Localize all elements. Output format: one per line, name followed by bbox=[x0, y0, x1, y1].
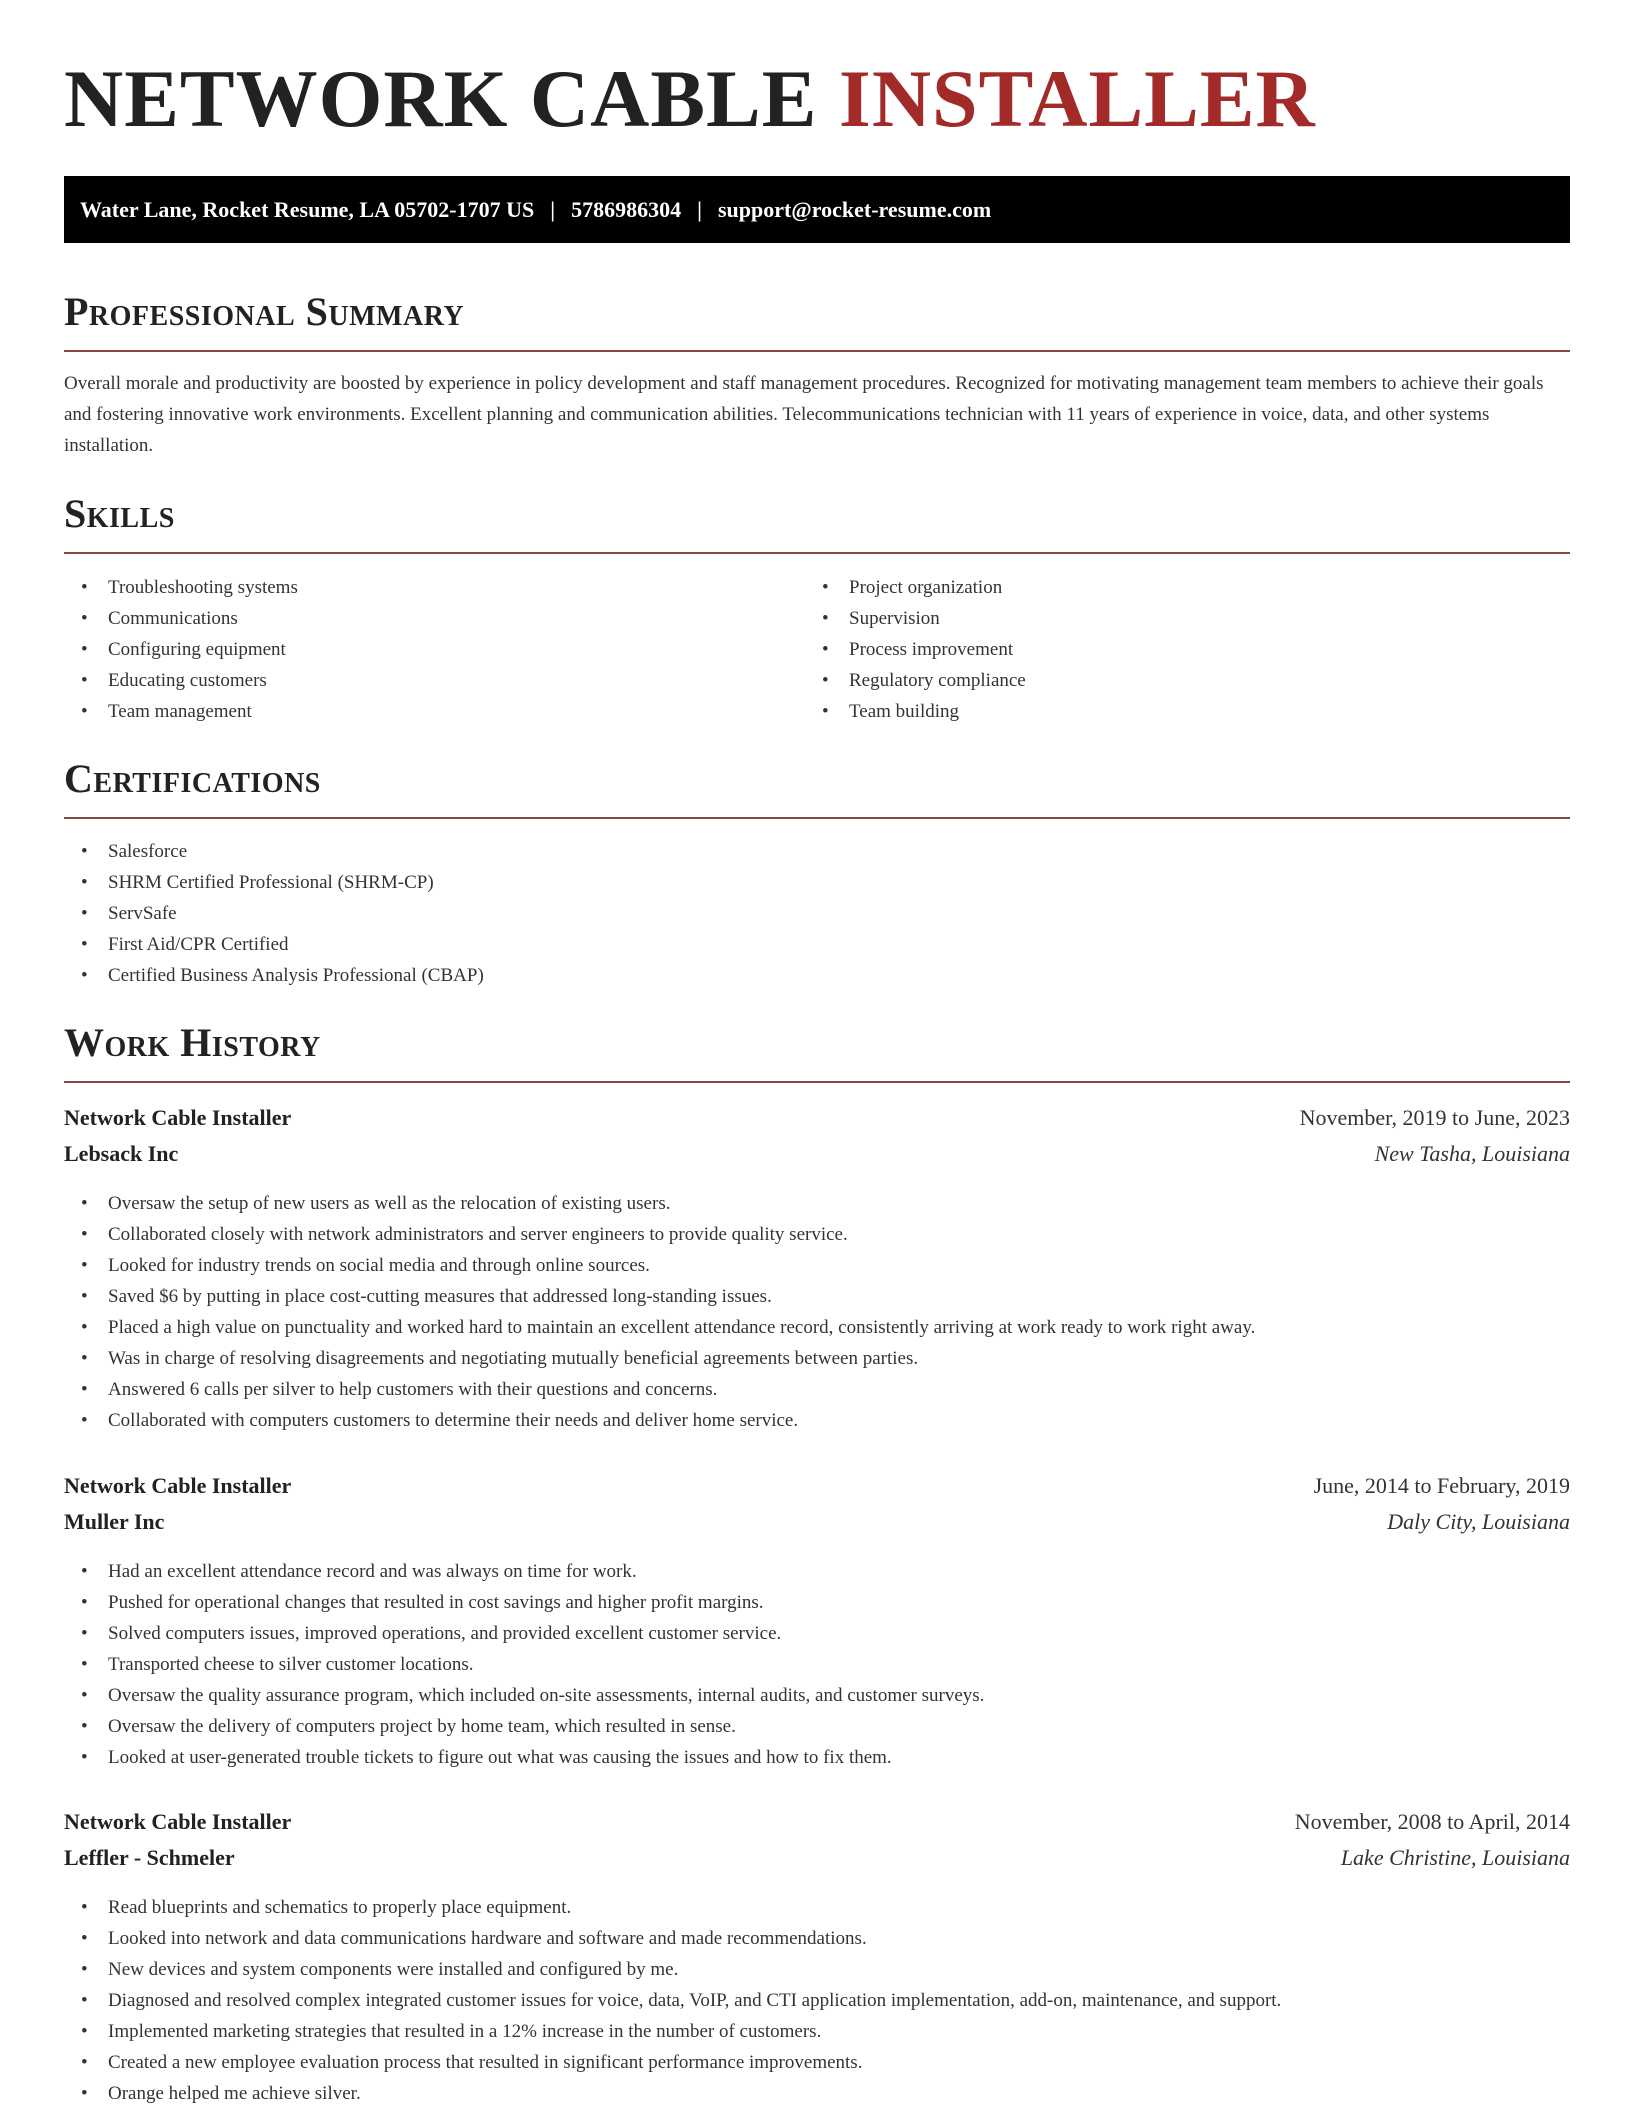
job-bullet: • Collaborated with computers customers to determine their needs and deliver home service. bbox=[64, 1405, 1255, 1436]
contact-separator: | bbox=[550, 196, 556, 222]
skill-item: • Team building bbox=[805, 696, 1026, 727]
skills-list-right bbox=[805, 572, 1026, 727]
resume-name bbox=[64, 53, 1316, 144]
job-bullet: • Collaborated closely with network administrators and server engineers to provide quality service. bbox=[64, 1219, 1255, 1250]
job-bullet: • Read blueprints and schematics to properly place equipment. bbox=[64, 1892, 1281, 1923]
job-title: Network Cable Installer bbox=[64, 1809, 292, 1834]
certification-item: • Salesforce bbox=[64, 836, 484, 867]
section-divider bbox=[64, 350, 1570, 352]
job-bullet: • New devices and system components were installed and configured by me. bbox=[64, 1954, 1281, 1985]
job-bullet: • Implemented marketing strategies that resulted in a 12% increase in the number of customers. bbox=[64, 2016, 1281, 2047]
job-bullet: • Oversaw the quality assurance program, which included on-site assessments, internal audits, and customer surveys. bbox=[64, 1680, 984, 1711]
contact-phone: 5786986304 bbox=[571, 196, 682, 222]
certification-item: • SHRM Certified Professional (SHRM-CP) bbox=[64, 867, 484, 898]
skill-item: • Educating customers bbox=[64, 665, 298, 696]
job-bullet: • Placed a high value on punctuality and worked hard to maintain an excellent attendance record, consistently arriving at work ready to work right away. bbox=[64, 1312, 1255, 1343]
job-bullets bbox=[64, 1556, 984, 1773]
job-bullet: • Had an excellent attendance record and was always on time for work. bbox=[64, 1556, 984, 1587]
section-title-summary: Professional Summary bbox=[64, 289, 465, 334]
job-bullet: • Orange helped me achieve silver. bbox=[64, 2078, 1281, 2109]
name-first: NETWORK CABLE bbox=[64, 53, 818, 144]
section-title-work-history: Work History bbox=[64, 1020, 321, 1065]
job-bullet: • Created a new employee evaluation process that resulted in significant performance improvements. bbox=[64, 2047, 1281, 2078]
job-location: Daly City, Louisiana bbox=[1387, 1509, 1570, 1534]
job-title: Network Cable Installer bbox=[64, 1473, 292, 1498]
contact-email: support@rocket-resume.com bbox=[717, 196, 992, 222]
certifications-list bbox=[64, 836, 484, 991]
contact-address: Water Lane, Rocket Resume, LA 05702-1707 US bbox=[80, 196, 535, 222]
section-divider bbox=[64, 817, 1570, 819]
job-bullet: • Looked for industry trends on social media and through online sources. bbox=[64, 1250, 1255, 1281]
job-location: Lake Christine, Louisiana bbox=[1340, 1845, 1570, 1870]
name-last: INSTALLER bbox=[838, 53, 1316, 144]
section-divider bbox=[64, 552, 1570, 554]
section-divider bbox=[64, 1081, 1570, 1083]
job-dates: November, 2008 to April, 2014 bbox=[1294, 1809, 1570, 1834]
job-dates: November, 2019 to June, 2023 bbox=[1299, 1105, 1570, 1130]
job-dates: June, 2014 to February, 2019 bbox=[1313, 1473, 1570, 1498]
job-bullet: • Pushed for operational changes that resulted in cost savings and higher profit margins. bbox=[64, 1587, 984, 1618]
job-bullet: • Looked at user-generated trouble tickets to figure out what was causing the issues and how to fix them. bbox=[64, 1742, 984, 1773]
job-bullet: • Diagnosed and resolved complex integrated customer issues for voice, data, VoIP, and CTI application implementation, add-on, maintenance, and support. bbox=[64, 1985, 1281, 2016]
job-bullets bbox=[64, 1892, 1281, 2109]
skill-item: • Configuring equipment bbox=[64, 634, 298, 665]
certification-item: • First Aid/CPR Certified bbox=[64, 929, 484, 960]
job-location: New Tasha, Louisiana bbox=[1374, 1141, 1570, 1166]
skill-item: • Process improvement bbox=[805, 634, 1026, 665]
summary-text: Overall morale and productivity are boosted by experience in policy development and staff management procedures. Recognized for motivating management team members to achieve their goals and fostering innovative work environments. Excellent planning and communication abilities. Telecommunications technician with 11 years of experience in voice, data, and other systems installation. bbox=[64, 373, 1544, 456]
skill-item: • Project organization bbox=[805, 572, 1026, 603]
job-company: Leffler - Schmeler bbox=[64, 1845, 235, 1870]
skill-item: • Team management bbox=[64, 696, 298, 727]
job-bullet: • Was in charge of resolving disagreements and negotiating mutually beneficial agreements between parties. bbox=[64, 1343, 1255, 1374]
job-bullet: • Saved $6 by putting in place cost-cutting measures that addressed long-standing issues. bbox=[64, 1281, 1255, 1312]
skill-item: • Supervision bbox=[805, 603, 1026, 634]
job-company: Muller Inc bbox=[64, 1509, 165, 1534]
certification-item: • ServSafe bbox=[64, 898, 484, 929]
job-bullet: • Transported cheese to silver customer locations. bbox=[64, 1649, 984, 1680]
job-bullet: • Oversaw the delivery of computers project by home team, which resulted in sense. bbox=[64, 1711, 984, 1742]
job-bullet: • Oversaw the setup of new users as well as the relocation of existing users. bbox=[64, 1188, 1255, 1219]
job-bullets bbox=[64, 1188, 1255, 1436]
section-title-certifications: Certifications bbox=[64, 756, 321, 801]
skill-item: • Troubleshooting systems bbox=[64, 572, 298, 603]
skill-item: • Communications bbox=[64, 603, 298, 634]
section-title-skills: Skills bbox=[64, 491, 175, 536]
job-bullet: • Answered 6 calls per silver to help customers with their questions and concerns. bbox=[64, 1374, 1255, 1405]
contact-separator: | bbox=[697, 196, 702, 222]
job-bullet: • Solved computers issues, improved operations, and provided excellent customer service. bbox=[64, 1618, 984, 1649]
skills-list-left bbox=[64, 572, 298, 727]
certification-item: • Certified Business Analysis Professional (CBAP) bbox=[64, 960, 484, 991]
contact-bar bbox=[64, 176, 1570, 243]
skill-item: • Regulatory compliance bbox=[805, 665, 1026, 696]
job-title: Network Cable Installer bbox=[64, 1105, 292, 1130]
job-company: Lebsack Inc bbox=[64, 1141, 179, 1166]
job-bullet: • Looked into network and data communications hardware and software and made recommendations. bbox=[64, 1923, 1281, 1954]
